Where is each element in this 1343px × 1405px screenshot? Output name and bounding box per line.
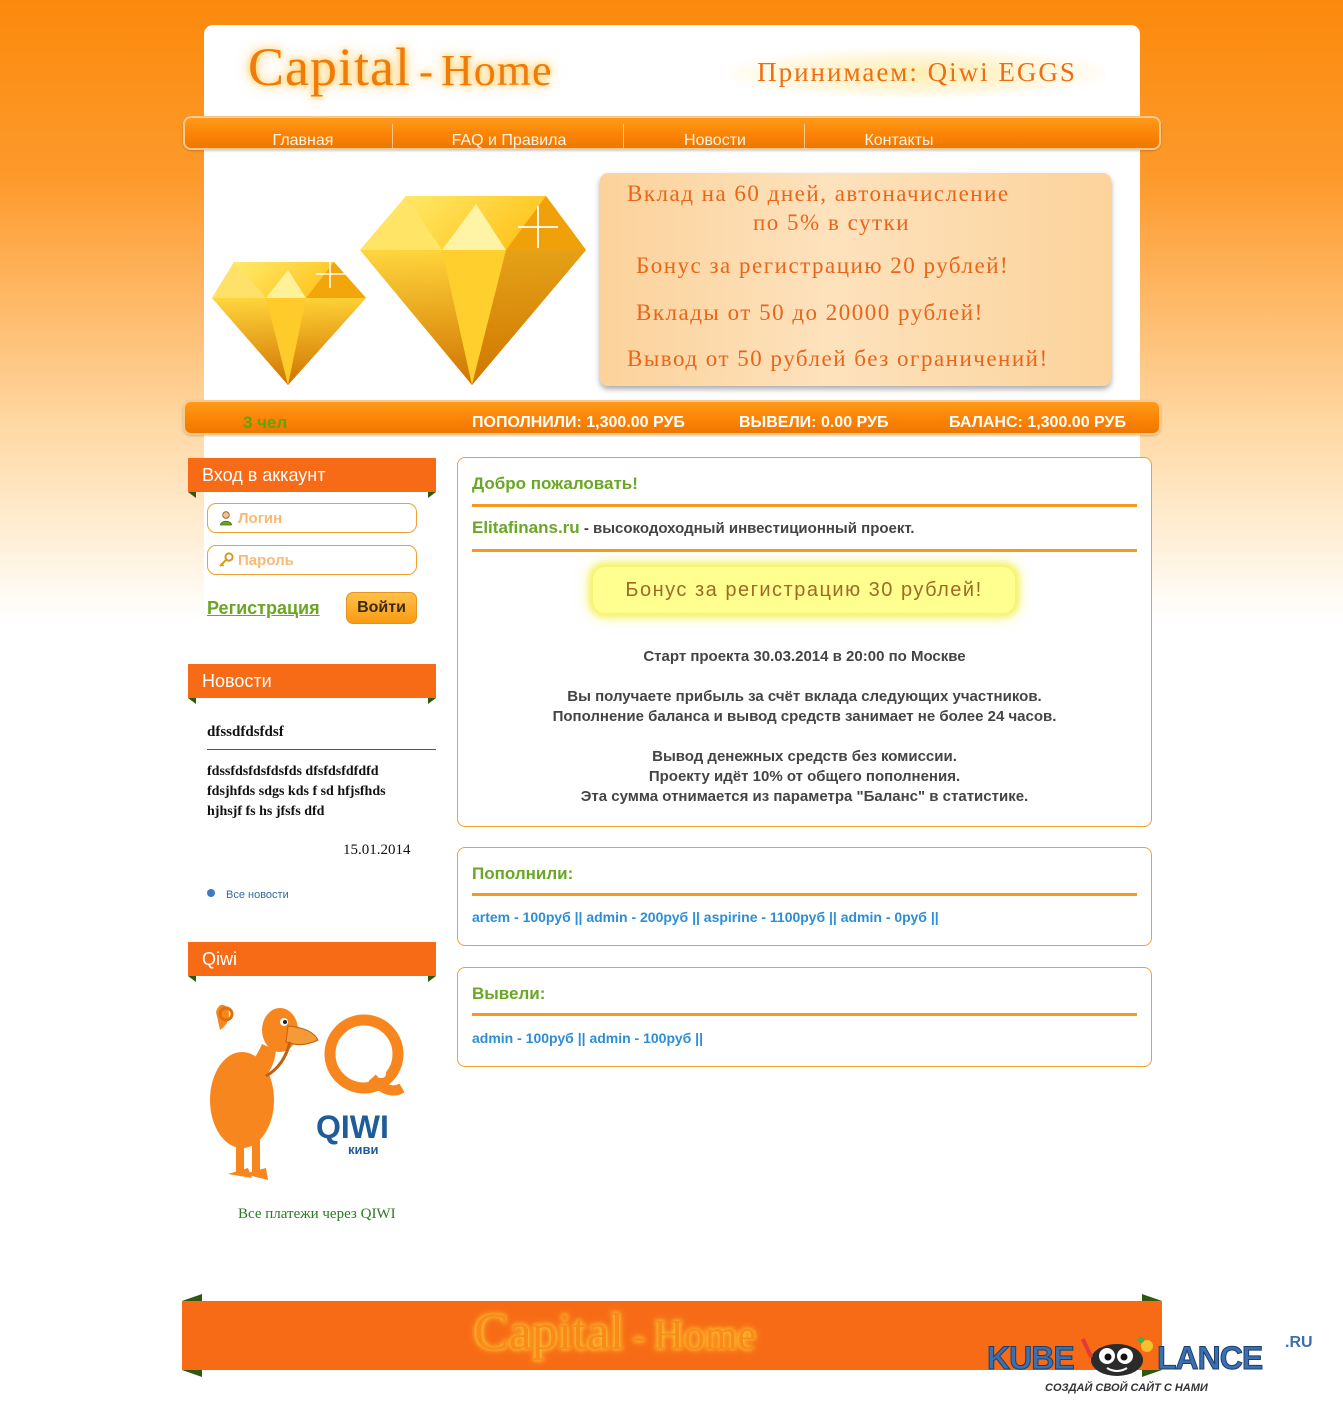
info-line: Пополнение баланса и вывод средств занимает не более 24 часов. bbox=[552, 708, 1057, 725]
all-news-link[interactable] bbox=[207, 889, 289, 901]
qiwi-logo-sub: киви bbox=[348, 1142, 379, 1157]
login-input[interactable] bbox=[238, 508, 410, 528]
password-input[interactable] bbox=[238, 550, 410, 570]
all-news-label: Все новости bbox=[226, 889, 289, 901]
key-icon bbox=[218, 552, 234, 568]
bonus-highlight: Бонус за регистрацию 30 рублей! bbox=[593, 567, 1015, 613]
info-line: Проекту идёт 10% от общего пополнения. bbox=[648, 768, 961, 785]
watermark-left: KUBE bbox=[987, 1340, 1074, 1376]
nav-item-home[interactable]: Главная bbox=[272, 132, 334, 149]
nav-item-faq[interactable]: FAQ и Правила bbox=[451, 132, 567, 149]
qiwi-duck-icon bbox=[210, 1005, 318, 1180]
logo-separator: - bbox=[418, 49, 433, 95]
offer-line: Вывод от 50 рублей без ограничений! bbox=[627, 346, 1049, 371]
news-item-title[interactable]: dfssdfdsfdsf bbox=[207, 724, 284, 740]
qiwi-logo-word: QIWI bbox=[316, 1109, 389, 1145]
offer-line: Бонус за регистрацию 20 рублей! bbox=[636, 253, 1010, 278]
main-nav bbox=[183, 116, 1161, 150]
online-count: 3 чел bbox=[243, 413, 288, 432]
news-divider bbox=[207, 749, 436, 750]
offer-line: Вклад на 60 дней, автоначисление bbox=[627, 181, 1010, 206]
news-title-text: Новости bbox=[202, 671, 272, 691]
watermark-domain: .RU bbox=[1285, 1334, 1313, 1351]
info-line: Эта сумма отнимается из параметра "Баланс" в статистике. bbox=[580, 788, 1029, 805]
rule bbox=[472, 893, 1137, 896]
ribbon-fold bbox=[428, 698, 436, 704]
nav-divider bbox=[804, 124, 805, 148]
mascot-icon bbox=[1077, 1334, 1157, 1378]
offer-line: по 5% в сутки bbox=[753, 210, 911, 235]
logo-sub-text: Home bbox=[440, 46, 553, 95]
register-link[interactable]: Регистрация bbox=[207, 598, 320, 618]
deposits-box bbox=[457, 847, 1152, 946]
withdrawals-title: Вывели: bbox=[472, 984, 546, 1003]
stat-balance: БАЛАНС: 1,300.00 РУБ bbox=[949, 414, 1126, 431]
footer-logo-main: Capital bbox=[474, 1304, 625, 1361]
kubelance-watermark bbox=[985, 1334, 1325, 1398]
deposits-list: artem - 100руб || admin - 200руб || aspirine - 1100руб || admin - 0руб || bbox=[472, 909, 939, 925]
footer-logo[interactable] bbox=[474, 1301, 756, 1370]
user-icon bbox=[218, 510, 234, 526]
qiwi-title-text: Qiwi bbox=[202, 949, 237, 969]
brand-description: - высокодоходный инвестиционный проект. bbox=[579, 520, 915, 537]
ribbon-fold bbox=[428, 492, 436, 498]
info-line: Вывод денежных средств без комиссии. bbox=[652, 748, 957, 765]
rule bbox=[472, 1013, 1137, 1016]
stat-withdrawn: ВЫВЕЛИ: 0.00 РУБ bbox=[739, 414, 889, 431]
deposits-title: Пополнили: bbox=[472, 864, 574, 883]
welcome-title: Добро пожаловать! bbox=[472, 474, 638, 493]
stat-deposited: ПОПОЛНИЛИ: 1,300.00 РУБ bbox=[472, 414, 685, 431]
logo-main-text: Capital bbox=[248, 37, 411, 97]
footer-fold bbox=[1142, 1294, 1162, 1301]
qiwi-box-title bbox=[188, 942, 436, 976]
qiwi-logo[interactable] bbox=[202, 992, 417, 1187]
accepted-payments: Принимаем: Qiwi EGGS bbox=[728, 48, 1106, 98]
news-box-title bbox=[188, 664, 436, 698]
nav-divider bbox=[392, 124, 393, 148]
site-logo[interactable] bbox=[248, 36, 553, 106]
info-line: Вы получаете прибыль за счёт вклада следующих участников. bbox=[567, 688, 1042, 705]
news-item-date: 15.01.2014 bbox=[343, 842, 411, 858]
welcome-box bbox=[457, 457, 1152, 827]
qiwi-caption: Все платежи через QIWI bbox=[238, 1206, 396, 1222]
bullet-icon bbox=[207, 889, 215, 897]
brand-name[interactable]: Elitafinans.ru bbox=[472, 518, 580, 537]
ribbon-fold bbox=[188, 698, 196, 704]
footer-logo-sub: Home bbox=[653, 1313, 757, 1359]
login-title-text: Вход в аккаунт bbox=[202, 465, 326, 485]
offer-line: Вклады от 50 до 20000 рублей! bbox=[636, 300, 984, 325]
rule bbox=[472, 504, 1137, 507]
offer-banner bbox=[600, 173, 1111, 386]
start-date-text: Старт проекта 30.03.2014 в 20:00 по Москве bbox=[643, 648, 966, 665]
login-field[interactable] bbox=[207, 503, 417, 533]
ribbon-fold bbox=[188, 976, 196, 982]
ribbon-fold bbox=[428, 976, 436, 982]
watermark-tagline: СОЗДАЙ СВОЙ САЙТ С НАМИ bbox=[1045, 1382, 1208, 1394]
news-item-body: fdssfdsfdsfdsfds dfsfdsfdfdfd fdsjhfds sdgs kds f sd hfjsfhds hjhsjf fs hs jfsfs dfd bbox=[207, 764, 386, 819]
stats-bar bbox=[183, 400, 1161, 435]
footer-fold bbox=[182, 1370, 202, 1377]
nav-divider bbox=[623, 124, 624, 148]
small-diamond bbox=[212, 258, 366, 385]
withdrawals-box bbox=[457, 967, 1152, 1067]
nav-item-contacts[interactable]: Контакты bbox=[864, 132, 934, 149]
password-field[interactable] bbox=[207, 545, 417, 575]
watermark-right: LANCE bbox=[1157, 1340, 1263, 1376]
nav-item-news[interactable]: Новости bbox=[684, 132, 746, 149]
qiwi-q-icon bbox=[330, 1020, 402, 1090]
large-diamond bbox=[360, 196, 586, 385]
rule bbox=[472, 549, 1137, 552]
login-button[interactable]: Войти bbox=[346, 592, 417, 624]
footer-logo-separator: - bbox=[632, 1313, 646, 1358]
diamonds-illustration bbox=[206, 180, 596, 395]
login-box-title bbox=[188, 458, 436, 492]
footer-fold bbox=[182, 1294, 202, 1301]
project-intro bbox=[472, 518, 915, 538]
ribbon-fold bbox=[188, 492, 196, 498]
withdrawals-list: admin - 100руб || admin - 100руб || bbox=[472, 1030, 703, 1046]
